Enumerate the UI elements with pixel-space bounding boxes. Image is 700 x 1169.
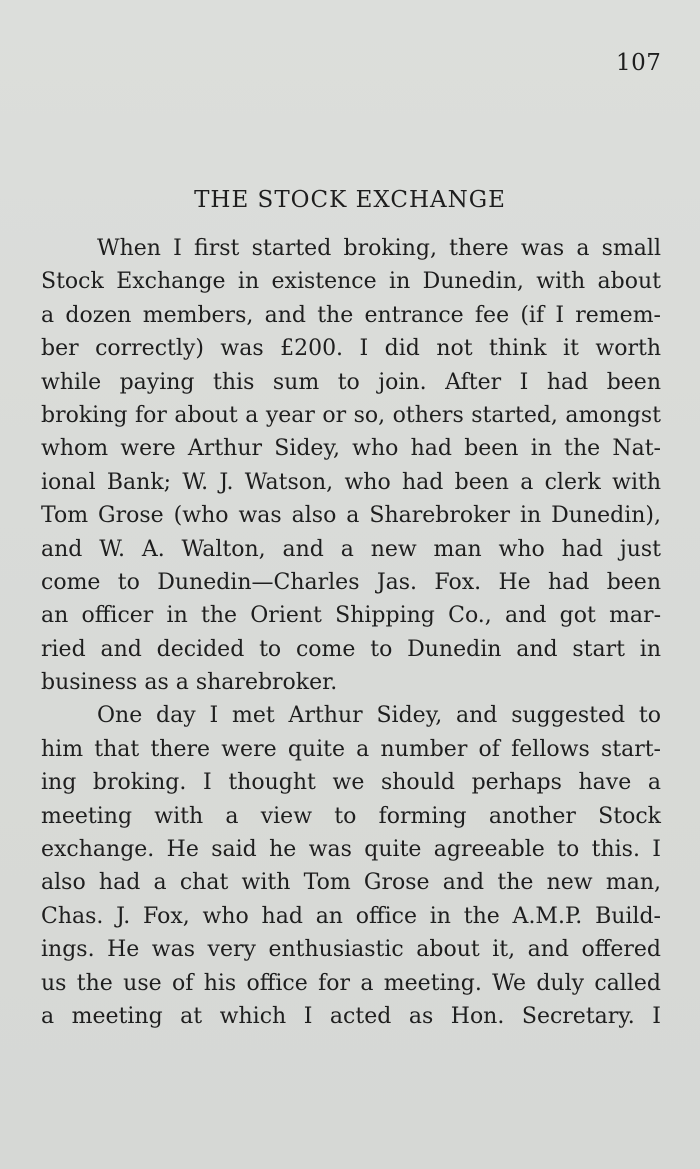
- text-line: ional Bank; W. J. Watson, who had been a clerk with: [41, 469, 661, 495]
- text-line: Chas. J. Fox, who had an office in the A.M.P. Build-: [41, 903, 661, 929]
- page-number: 107: [616, 50, 662, 76]
- text-line: a dozen members, and the entrance fee (if I remem-: [41, 302, 661, 328]
- text-line: exchange. He said he was quite agreeable to this. I: [41, 837, 661, 863]
- chapter-title: THE STOCK EXCHANGE: [194, 187, 506, 213]
- text-line: business as a sharebroker.: [41, 670, 338, 696]
- text-line: meeting with a view to forming another Stock: [41, 803, 661, 829]
- body-text: [41, 232, 661, 1033]
- text-line: an officer in the Orient Shipping Co., and got mar-: [41, 603, 661, 629]
- text-line: also had a chat with Tom Grose and the new man,: [41, 870, 661, 896]
- text-line: come to Dunedin—Charles Jas. Fox. He had been: [41, 569, 661, 595]
- text-line: ings. He was very enthusiastic about it, and offered: [41, 937, 661, 963]
- text-line: whom were Arthur Sidey, who had been in the Nat-: [41, 436, 661, 462]
- text-line: Tom Grose (who was also a Sharebroker in Dunedin),: [41, 503, 661, 529]
- text-line: ried and decided to come to Dunedin and start in: [41, 636, 661, 662]
- text-line: him that there were quite a number of fellows start-: [41, 736, 661, 762]
- text-line: and W. A. Walton, and a new man who had just: [41, 536, 661, 562]
- text-line: ing broking. I thought we should perhaps have a: [41, 770, 661, 796]
- text-line: ber correctly) was £200. I did not think it worth: [41, 336, 661, 362]
- text-line: Stock Exchange in existence in Dunedin, with about: [41, 269, 661, 295]
- text-line: broking for about a year or so, others started, amongst: [41, 402, 661, 428]
- text-line: us the use of his office for a meeting. We duly called: [41, 970, 661, 996]
- text-line: a meeting at which I acted as Hon. Secretary. I: [41, 1003, 661, 1029]
- text-line: while paying this sum to join. After I had been: [41, 369, 661, 395]
- text-line: One day I met Arthur Sidey, and suggested to: [97, 703, 661, 729]
- text-line: When I first started broking, there was a small: [97, 236, 661, 261]
